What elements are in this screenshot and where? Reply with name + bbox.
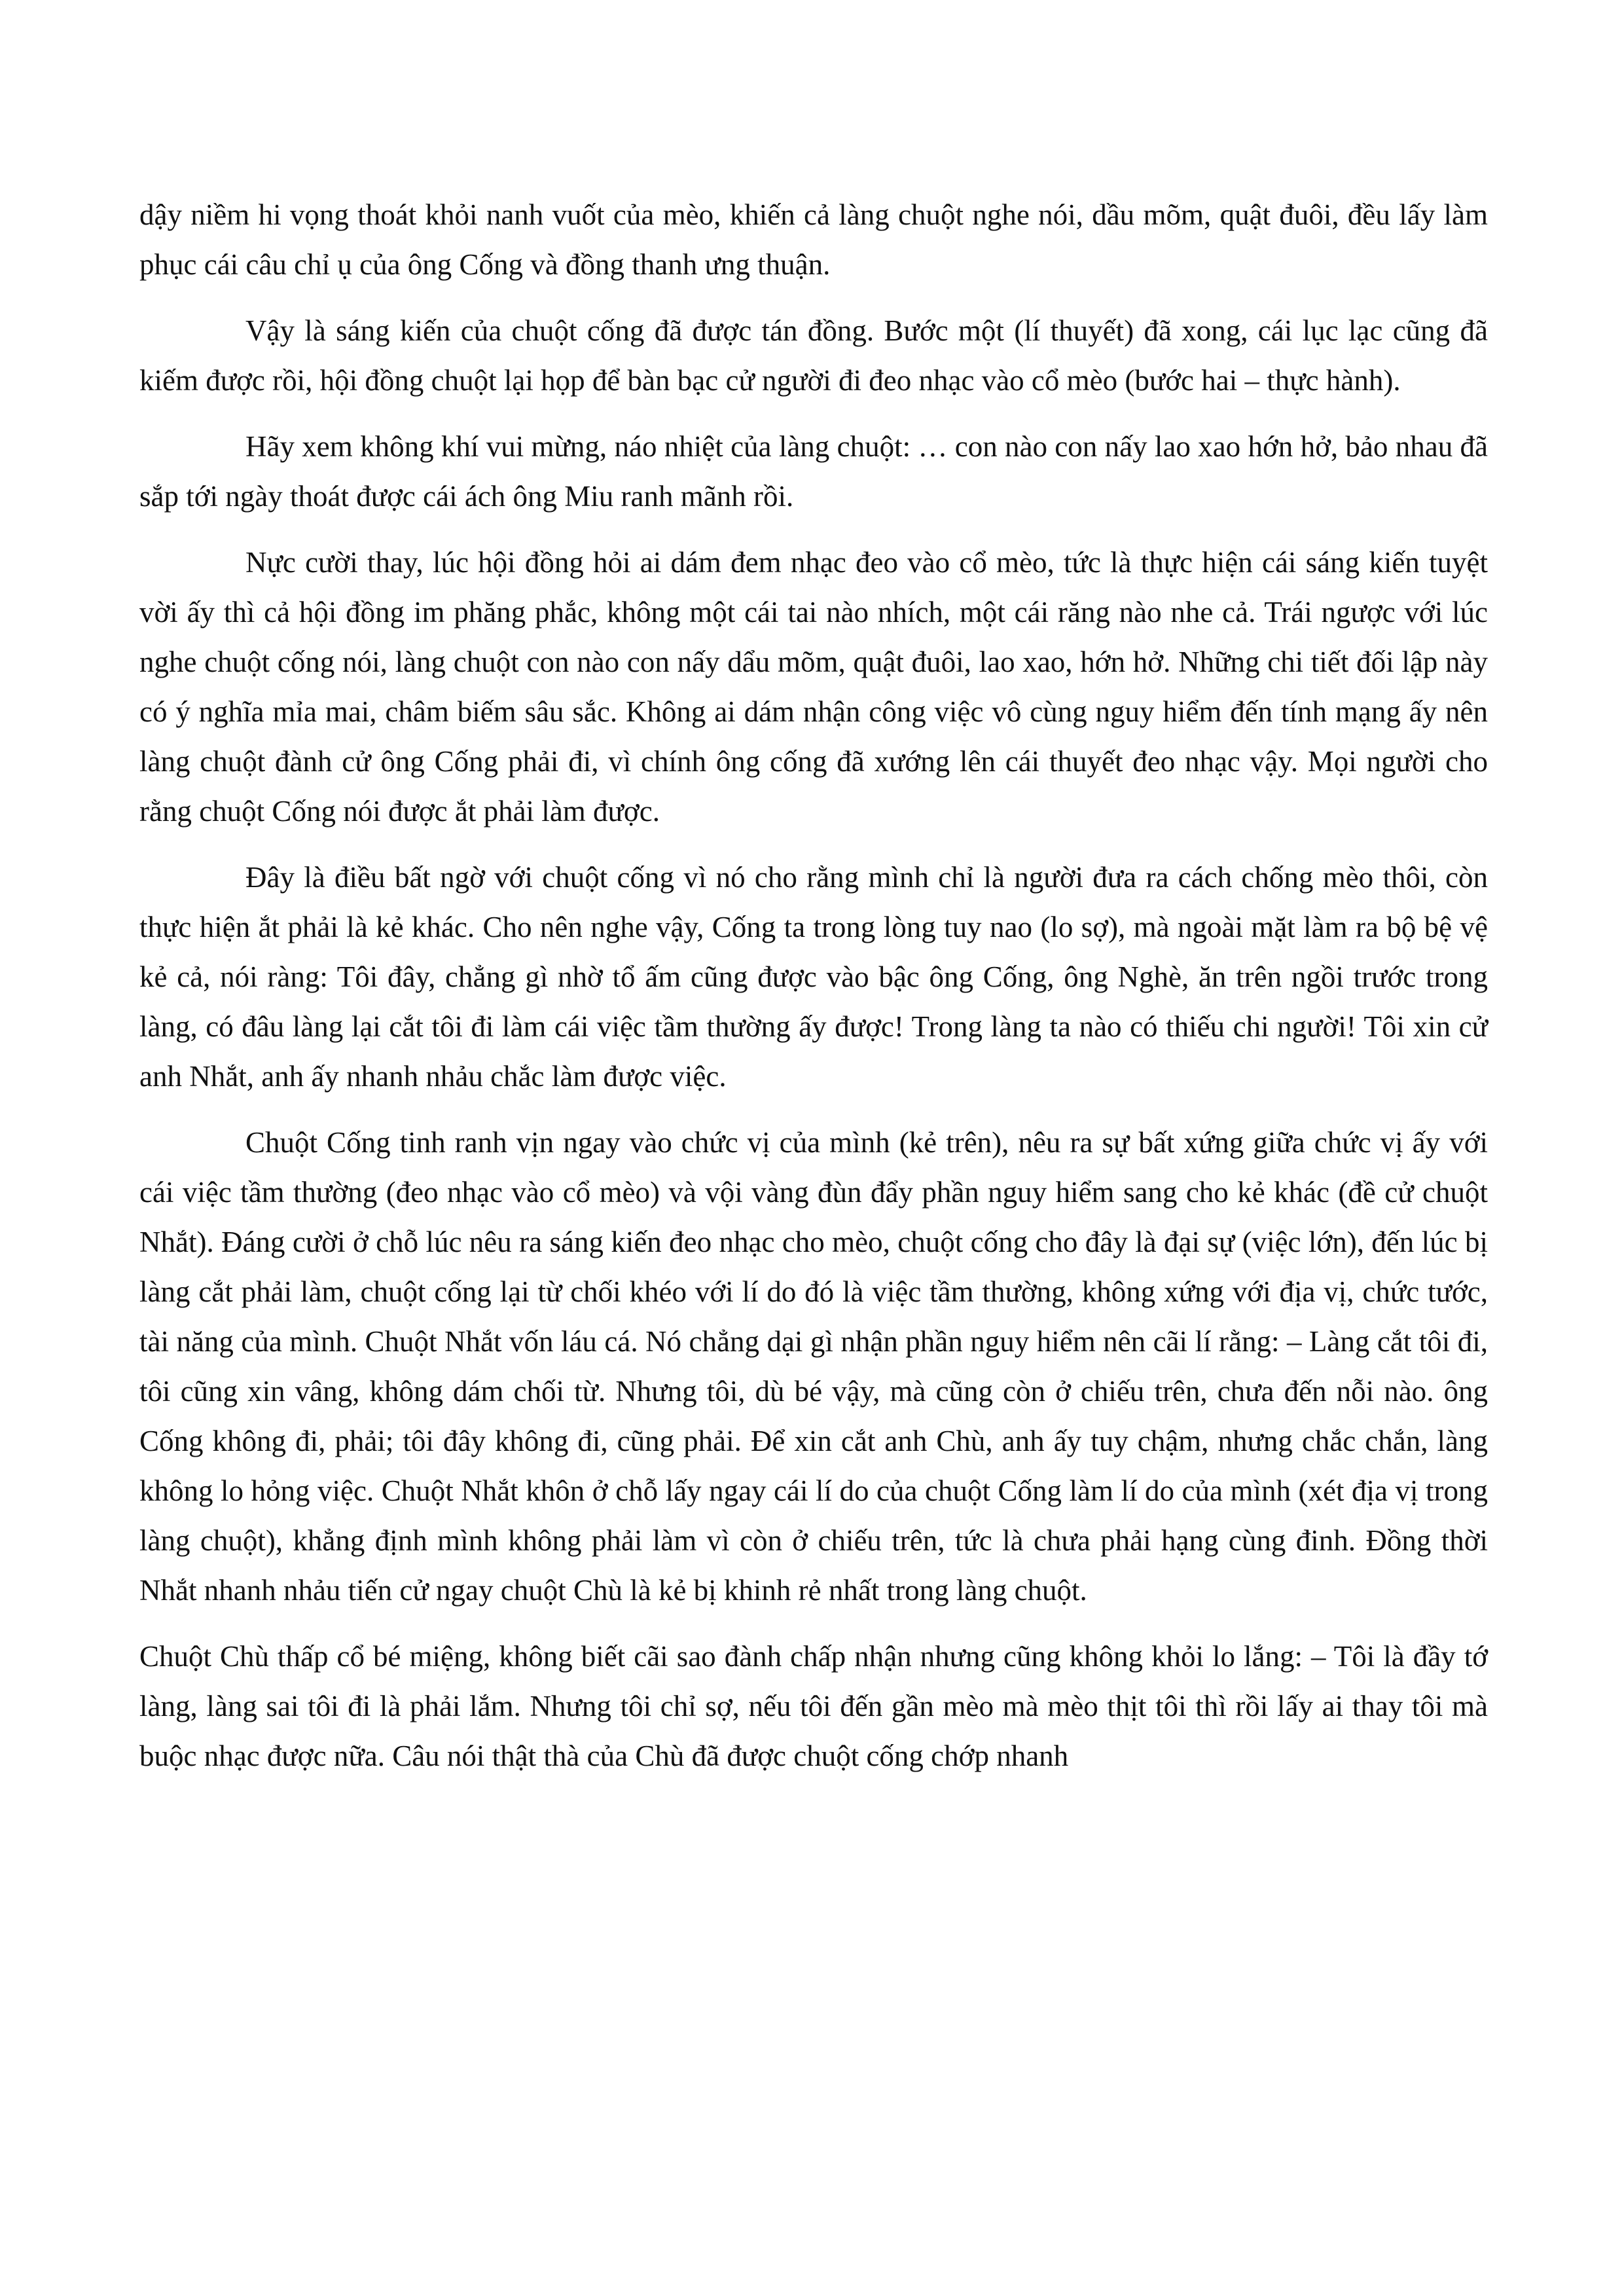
- paragraph-7: Chuột Chù thấp cổ bé miệng, không biết cãi sao đành chấp nhận nhưng cũng không khỏi lo lắng: – Tôi là đầy tớ làng, làng sai tôi đi là phải lắm. Nhưng tôi chỉ sợ, nếu tôi đến gần mèo mà mèo thịt tôi thì rồi lấy ai thay tôi mà buộc nhạc được nữa. Câu nói thật thà của Chù đã được chuột cống chớp nhanh: [139, 1640, 1488, 1772]
- document-body: [139, 190, 1488, 1797]
- paragraph-2: Vậy là sáng kiến của chuột cống đã được tán đồng. Bước một (lí thuyết) đã xong, cái lục lạc cũng đã kiếm được rồi, hội đồng chuột lại họp để bàn bạc cử người đi đeo nhạc vào cổ mèo (bước hai – thực hành).: [139, 314, 1488, 397]
- paragraph-6: Chuột Cống tinh ranh vịn ngay vào chức vị của mình (kẻ trên), nêu ra sự bất xứng giữa chức vị ấy với cái việc tầm thường (đeo nhạc vào cổ mèo) và vội vàng đùn đẩy phần nguy hiểm sang cho kẻ khác (đề cử chuột Nhắt). Đáng cười ở chỗ lúc nêu ra sáng kiến đeo nhạc cho mèo, chuột cống cho đây là đại sự (việc lớn), đến lúc bị làng cắt phải làm, chuột cống lại từ chối khéo với lí do đó là việc tầm thường, không xứng với địa vị, chức tước, tài năng của mình. Chuột Nhắt vốn láu cá. Nó chẳng dại gì nhận phần nguy hiểm nên cãi lí rằng: – Làng cắt tôi đi, tôi cũng xin vâng, không dám chối từ. Nhưng tôi, dù bé vậy, mà cũng còn ở chiếu trên, chưa đến nỗi nào. ông Cống không đi, phải; tôi đây không đi, cũng phải. Để xin cắt anh Chù, anh ấy tuy chậm, nhưng chắc chắn, làng không lo hỏng việc. Chuột Nhắt khôn ở chỗ lấy ngay cái lí do của chuột Cống làm lí do của mình (xét địa vị trong làng chuột), khẳng định mình không phải làm vì còn ở chiếu trên, tức là chưa phải hạng cùng đinh. Đồng thời Nhắt nhanh nhảu tiến cử ngay chuột Chù là kẻ bị khinh rẻ nhất trong làng chuột.: [139, 1126, 1488, 1607]
- paragraph-4: Nực cười thay, lúc hội đồng hỏi ai dám đem nhạc đeo vào cổ mèo, tức là thực hiện cái sáng kiến tuyệt vời ấy thì cả hội đồng im phăng phắc, không một cái tai nào nhích, một cái răng nào nhe cả. Trái ngược với lúc nghe chuột cống nói, làng chuột con nào con nấy dẩu mõm, quật đuôi, lao xao, hớn hở. Những chi tiết đối lập này có ý nghĩa mỉa mai, châm biếm sâu sắc. Không ai dám nhận công việc vô cùng nguy hiểm đến tính mạng ấy nên làng chuột đành cử ông Cống phải đi, vì chính ông cống đã xướng lên cái thuyết đeo nhạc vậy. Mọi người cho rằng chuột Cống nói được ắt phải làm được.: [139, 546, 1488, 828]
- paragraph-5: Đây là điều bất ngờ với chuột cống vì nó cho rằng mình chỉ là người đưa ra cách chống mèo thôi, còn thực hiện ắt phải là kẻ khác. Cho nên nghe vậy, Cống ta trong lòng tuy nao (lo sợ), mà ngoài mặt làm ra bộ bệ vệ kẻ cả, nói ràng: Tôi đây, chẳng gì nhờ tổ ấm cũng được vào bậc ông Cống, ông Nghè, ăn trên ngồi trước trong làng, có đâu làng lại cắt tôi đi làm cái việc tầm thường ấy được! Trong làng ta nào có thiếu chi người! Tôi xin cử anh Nhắt, anh ấy nhanh nhảu chắc làm được việc.: [139, 861, 1488, 1093]
- paragraph-3: Hãy xem không khí vui mừng, náo nhiệt của làng chuột: … con nào con nấy lao xao hớn hở, bảo nhau đã sắp tới ngày thoát được cái ách ông Miu ranh mãnh rồi.: [139, 430, 1488, 513]
- paragraph-1: dậy niềm hi vọng thoát khỏi nanh vuốt của mèo, khiến cả làng chuột nghe nói, dầu mõm, quật đuôi, đều lấy làm phục cái câu chỉ ụ của ông Cống và đồng thanh ưng thuận.: [139, 198, 1488, 281]
